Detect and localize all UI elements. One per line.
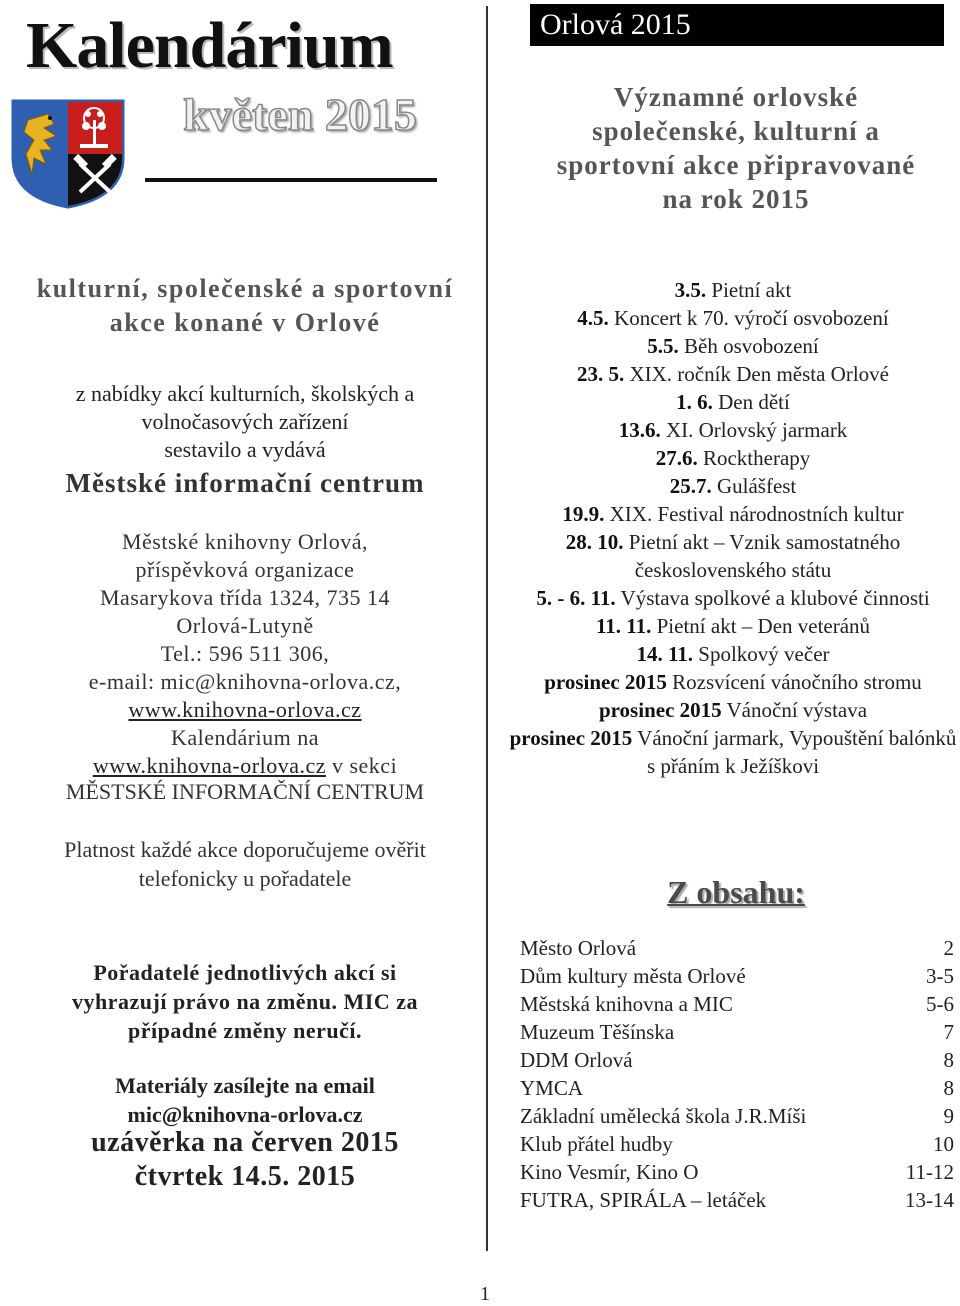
contents-page-range: 2 xyxy=(943,936,954,960)
contents-row xyxy=(520,1130,954,1158)
event-item xyxy=(506,472,960,500)
publisher-address xyxy=(20,528,470,780)
event-date: 4.5. xyxy=(577,306,609,330)
event-item xyxy=(506,360,960,388)
issue-month: květen 2015 xyxy=(183,89,417,140)
contents-page-range: 11-12 xyxy=(905,1160,954,1184)
materials-email: mic@knihovna-orlova.cz xyxy=(127,1102,363,1127)
address-line: e-mail: mic@knihovna-orlova.cz, xyxy=(88,669,402,694)
contents-row xyxy=(520,990,954,1018)
event-title: Pietní akt xyxy=(706,278,792,302)
website-link[interactable]: www.knihovna-orlova.cz xyxy=(128,697,362,722)
publisher-name: Městské informační centrum xyxy=(65,468,425,498)
intro-line: z nabídky akcí kulturních, školských a xyxy=(75,381,415,406)
event-item xyxy=(506,388,960,416)
contents-page-range: 8 xyxy=(943,1076,954,1100)
event-title: Pietní akt – Vznik samostatného československého státu xyxy=(623,530,901,582)
deadline-notice xyxy=(20,1126,470,1194)
event-item xyxy=(506,276,960,304)
address-line: Masarykova třída 1324, 735 14 xyxy=(99,585,391,610)
table-of-contents xyxy=(520,934,954,1214)
contents-section-name: Městská knihovna a MIC xyxy=(520,992,733,1016)
event-date: 14. 11. xyxy=(636,642,694,666)
event-title: Pietní akt – Den veteránů xyxy=(651,614,871,638)
event-date: 1. 6. xyxy=(676,390,713,414)
heading-line: společenské, kulturní a xyxy=(592,116,880,146)
event-title: Koncert k 70. výročí osvobození xyxy=(608,306,889,330)
disclaimer-line: vyhrazují právo na změnu. MIC za xyxy=(72,989,418,1014)
title-underline xyxy=(145,178,437,182)
materials-contact xyxy=(20,1071,470,1129)
event-title: Den dětí xyxy=(712,390,790,414)
event-item xyxy=(506,724,960,780)
contents-row xyxy=(520,1102,954,1130)
event-date: 13.6. xyxy=(618,418,661,442)
calendar-link[interactable]: www.knihovna-orlova.cz xyxy=(92,753,326,778)
disclaimer-line: případné změny neručí. xyxy=(127,1018,363,1043)
event-date: 3.5. xyxy=(674,278,707,302)
event-item xyxy=(506,500,960,528)
contents-section-name: DDM Orlová xyxy=(520,1048,633,1072)
event-date: 11. 11. xyxy=(595,614,652,638)
event-title: Gulášfest xyxy=(711,474,797,498)
page-title: Kalendárium xyxy=(26,9,393,82)
contents-heading xyxy=(520,872,952,912)
event-date: 23. 5. xyxy=(576,362,625,386)
intro-line: volnočasových zařízení xyxy=(141,409,349,434)
event-title: Spolkový večer xyxy=(693,642,830,666)
validity-note xyxy=(20,835,470,893)
event-item xyxy=(506,528,960,584)
address-line: Tel.: 596 511 306, xyxy=(160,641,330,666)
event-title: Rozsvícení vánočního stromu xyxy=(666,670,922,694)
event-date: prosinec 2015 xyxy=(544,670,667,694)
column-divider xyxy=(486,6,488,1251)
event-item xyxy=(506,640,960,668)
event-title: Rocktherapy xyxy=(697,446,811,470)
contents-heading-text: Z obsahu: xyxy=(667,874,805,910)
heading-line: sportovní akce připravované xyxy=(556,150,916,180)
contents-page-range: 13-14 xyxy=(905,1188,954,1212)
contents-section-name: FUTRA, SPIRÁLA – letáček xyxy=(520,1188,767,1212)
contents-page-range: 7 xyxy=(943,1020,954,1044)
contents-page-range: 9 xyxy=(943,1104,954,1128)
heading-line: Významné orlovské xyxy=(613,82,859,112)
event-title: Vánoční jarmark, Vypouštění balónků s přáním k Ježíškovi xyxy=(632,726,957,778)
event-item xyxy=(506,612,960,640)
event-item xyxy=(506,696,960,724)
deadline-date: čtvrtek 14.5. 2015 xyxy=(134,1161,356,1192)
event-date: prosinec 2015 xyxy=(509,726,633,750)
event-item xyxy=(506,416,960,444)
event-title: XIX. Festival národnostních kultur xyxy=(604,502,904,526)
intro-line: sestavilo a vydává xyxy=(164,437,326,462)
calendar-section-text: v sekci xyxy=(325,753,398,778)
contents-page-range: 5-6 xyxy=(926,992,954,1016)
orlova-coat-of-arms-logo xyxy=(8,92,128,210)
event-title: Běh osvobození xyxy=(678,334,819,358)
year-label: Orlová 2015 xyxy=(540,8,691,41)
subtitle-line: kulturní, společenské a sportovní xyxy=(36,274,454,303)
address-line: Orlová-Lutyně xyxy=(176,613,314,638)
contents-section-name: Kino Vesmír, Kino O xyxy=(520,1160,699,1184)
event-date: 19.9. xyxy=(562,502,605,526)
contents-row xyxy=(520,1074,954,1102)
contents-section-name: Muzeum Těšínska xyxy=(520,1020,675,1044)
contents-row xyxy=(520,934,954,962)
event-title: Výstava spolkové a klubové činnosti xyxy=(615,586,930,610)
section-name: MĚSTSKÉ INFORMAČNÍ CENTRUM xyxy=(65,779,425,804)
note-line: Platnost každé akce doporučujeme ověřit xyxy=(64,837,426,862)
address-line: Městské knihovny Orlová, xyxy=(121,529,369,554)
event-date: prosinec 2015 xyxy=(598,698,722,722)
contents-section-name: Dům kultury města Orlové xyxy=(520,964,746,988)
contents-row xyxy=(520,1046,954,1074)
page-number: 1 xyxy=(480,1283,490,1305)
subtitle-line: akce konané v Orlové xyxy=(109,308,381,337)
event-title: Vánoční výstava xyxy=(721,698,868,722)
deadline-line: uzávěrka na červen 2015 xyxy=(91,1127,399,1158)
contents-section-name: Základní umělecká škola J.R.Míši xyxy=(520,1104,807,1128)
event-item xyxy=(506,444,960,472)
publisher-intro xyxy=(20,380,470,464)
address-line: příspěvková organizace xyxy=(135,557,355,582)
event-date: 27.6. xyxy=(655,446,698,470)
heading-line: na rok 2015 xyxy=(662,184,810,214)
organizers-disclaimer xyxy=(20,958,470,1045)
contents-section-name: Město Orlová xyxy=(520,936,637,960)
contents-row xyxy=(520,1018,954,1046)
note-line: telefonicky u pořadatele xyxy=(138,866,352,891)
event-date: 28. 10. xyxy=(565,530,624,554)
contents-page-range: 10 xyxy=(933,1132,954,1156)
event-date: 5. - 6. 11. xyxy=(536,586,616,610)
contents-row xyxy=(520,1158,954,1186)
calendar-label: Kalendárium na xyxy=(170,725,320,750)
contents-section-name: YMCA xyxy=(520,1076,584,1100)
annual-events-heading xyxy=(520,80,952,216)
disclaimer-line: Pořadatelé jednotlivých akcí si xyxy=(93,960,397,985)
event-title: XIX. ročník Den města Orlové xyxy=(624,362,889,386)
calendar-subtitle xyxy=(20,272,470,340)
materials-line: Materiály zasílejte na email xyxy=(115,1073,375,1098)
contents-section-name: Klub přátel hudby xyxy=(520,1132,673,1156)
event-date: 25.7. xyxy=(669,474,712,498)
contents-page-range: 3-5 xyxy=(926,964,954,988)
event-date: 5.5. xyxy=(647,334,679,358)
contents-page-range: 8 xyxy=(943,1048,954,1072)
event-item xyxy=(506,304,960,332)
events-list xyxy=(506,276,960,780)
event-item xyxy=(506,584,960,612)
contents-row xyxy=(520,962,954,990)
event-title: XI. Orlovský jarmark xyxy=(660,418,848,442)
event-item xyxy=(506,332,960,360)
event-item xyxy=(506,668,960,696)
contents-row xyxy=(520,1186,954,1214)
